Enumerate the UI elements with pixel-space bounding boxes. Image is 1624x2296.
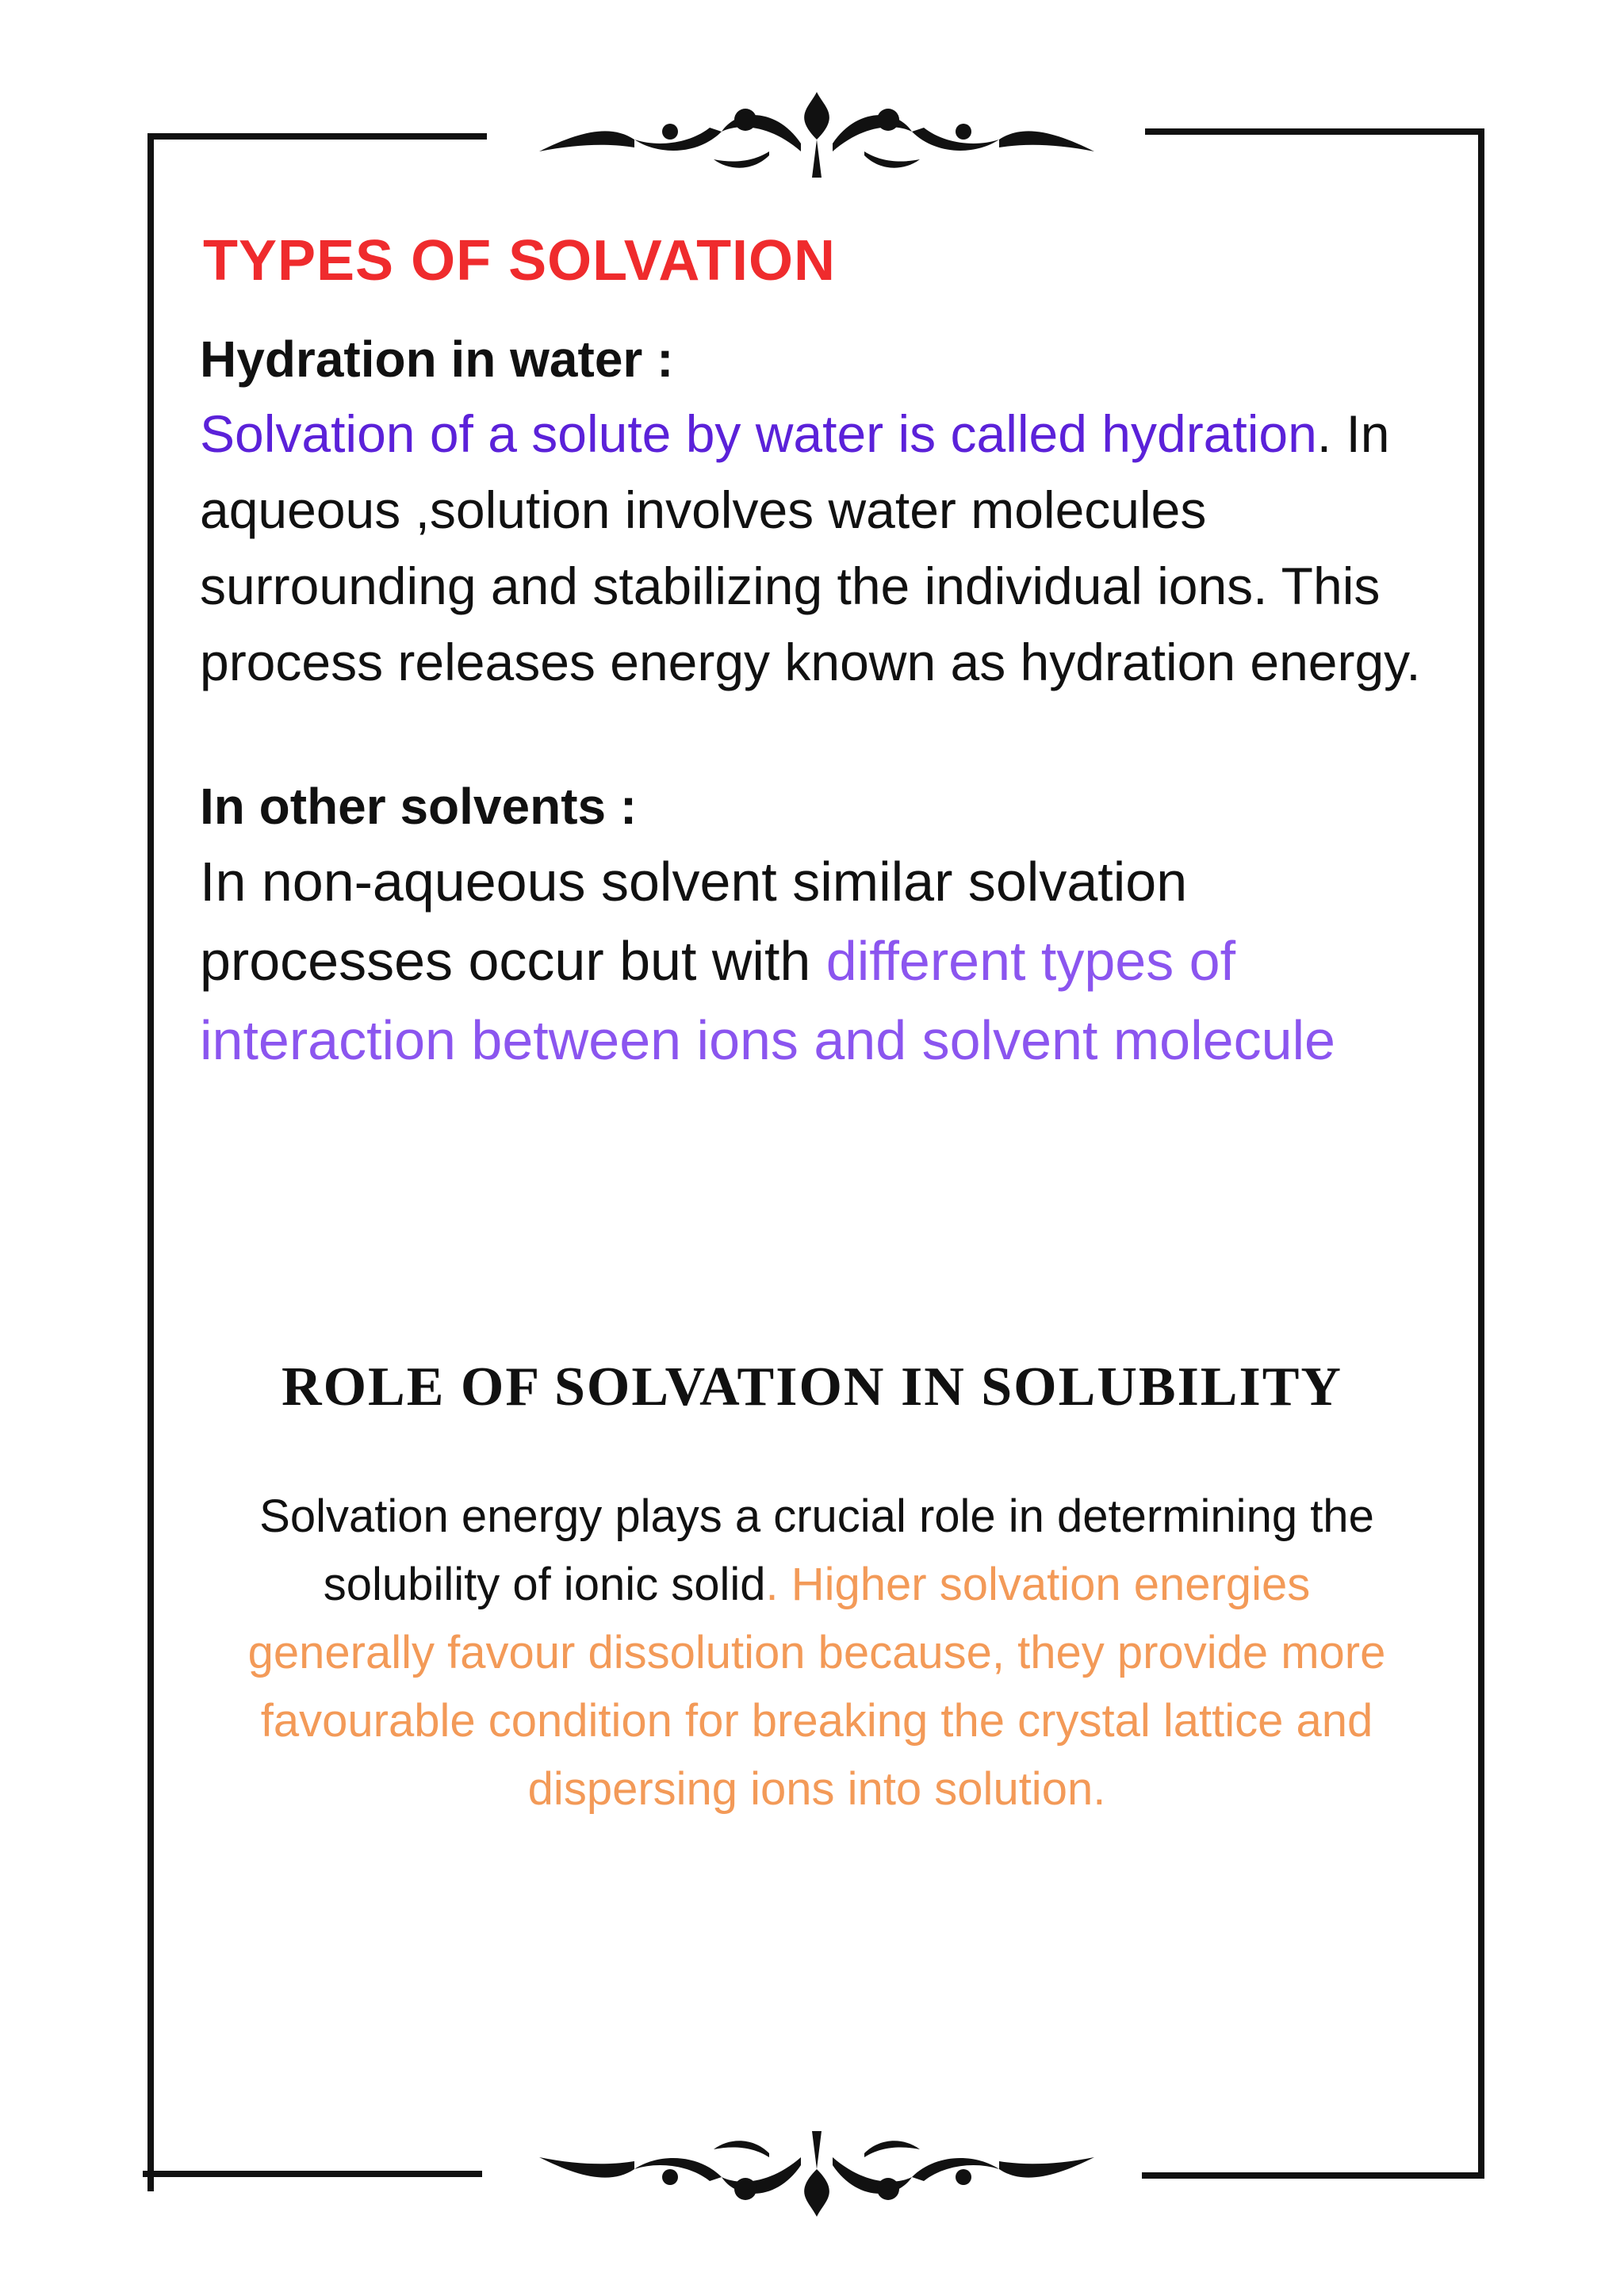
types-section [200,230,1453,1080]
flourish-top-icon [539,76,1094,187]
hydration-highlight: Solvation of a solute by water is called hydration [200,404,1317,463]
frame-bottom-right-border [1142,2172,1484,2179]
role-highlight: . Higher solvation energies generally favour dissolution because, they provide more favourable condition for breaking the crystal lattice and dispersing ions into solution. [247,1559,1386,1815]
role-title: ROLE OF SOLVATION IN SOLUBILITY [282,1357,1342,1418]
role-text: Solvation energy plays a crucial role in determining the solubility of ionic solid [259,1490,1374,1610]
frame-right-border [1478,128,1484,2179]
flourish-bottom-icon [539,2122,1094,2233]
frame-bottom-left-border [143,2171,482,2177]
types-title: TYPES OF SOLVATION [203,229,837,293]
other-solvents-highlight: different types of interaction between ions and solvent molecule [200,930,1335,1072]
other-solvents-text: In non-aqueous solvent similar solvation processes occur but with [200,851,1188,993]
hydration-heading: Hydration in water : [200,331,674,388]
other-solvents-heading: In other solvents : [200,777,638,835]
frame-top-left-border [147,133,487,140]
role-paragraph [238,1483,1396,1823]
hydration-text: . In aqueous ,solution involves water molecules surrounding and stabilizing the individual ions. This process releases energy known as hydration energy. [200,404,1421,691]
other-solvents-paragraph [200,842,1453,1080]
frame-top-right-border [1145,128,1484,135]
frame-left-border [147,133,154,2191]
hydration-paragraph [200,396,1453,700]
